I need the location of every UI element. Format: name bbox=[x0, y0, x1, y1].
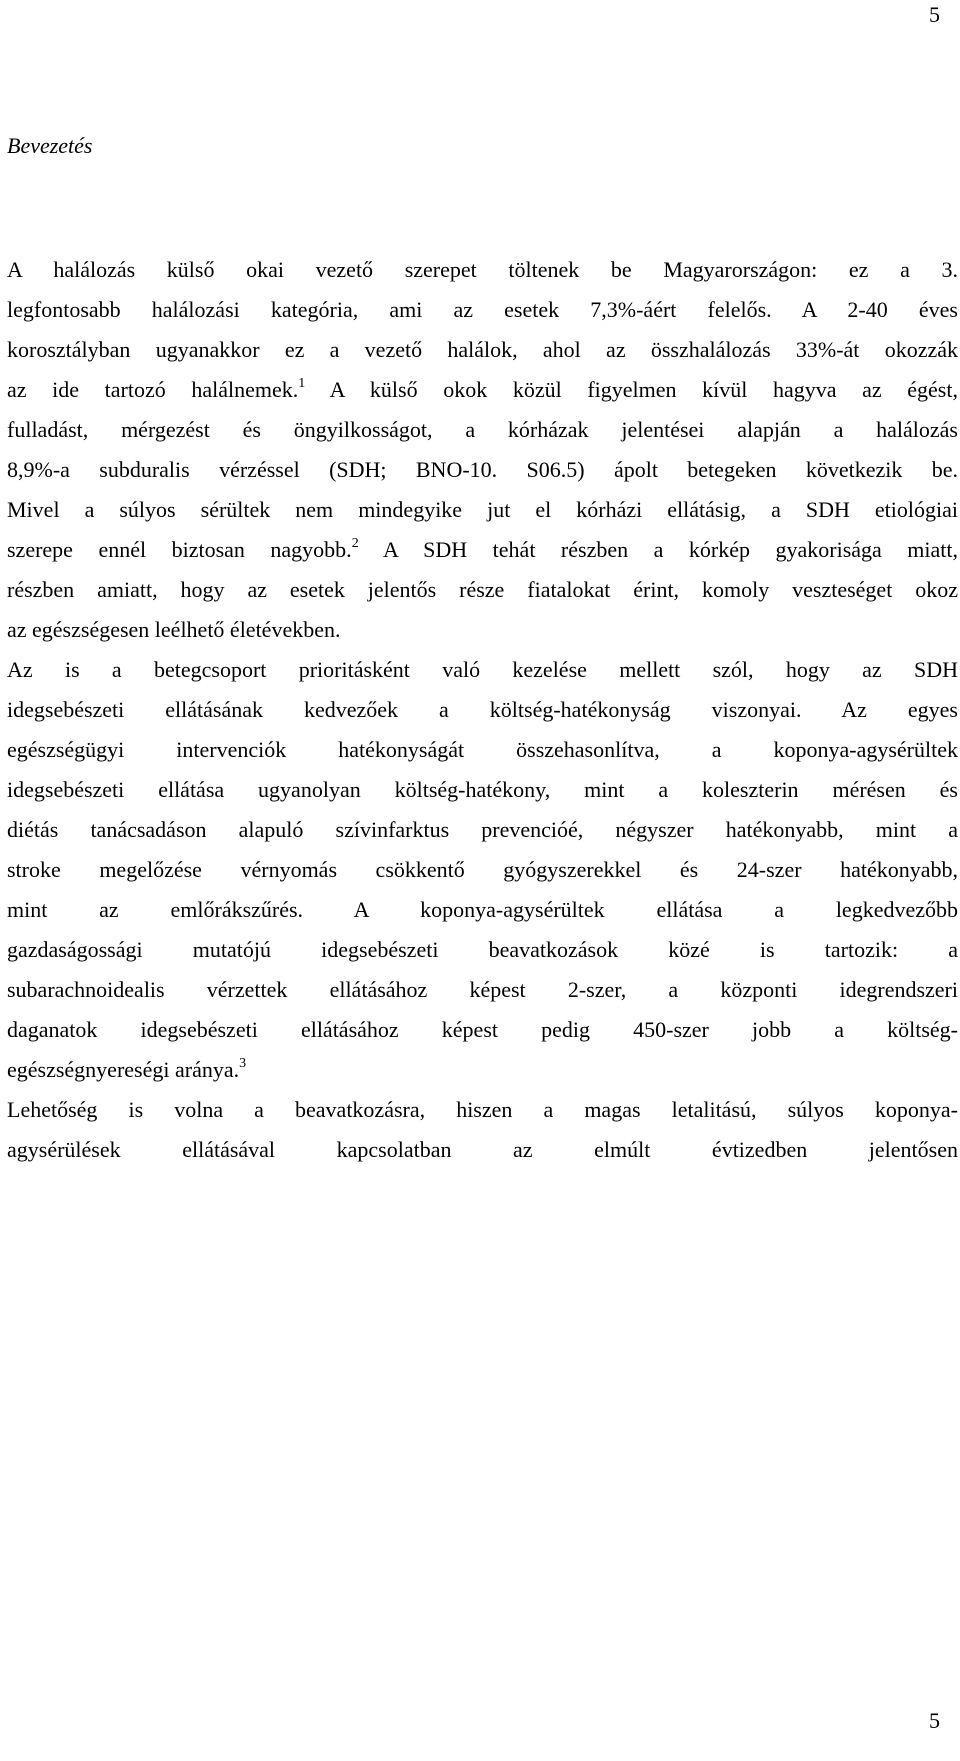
footnote-ref: 1 bbox=[298, 376, 306, 391]
text-line: fulladást, mérgezést és öngyilkosságot, a kórházak jelentései alapján a halálozás bbox=[7, 417, 958, 442]
text-line bbox=[7, 370, 958, 410]
text-line: Mivel a súlyos sérültek nem mindegyike jut el kórházi ellátásig, a SDH etiológiai bbox=[7, 497, 958, 522]
text-line-part: A SDH tehát részben a kórkép gyakorisága miatt, bbox=[382, 537, 958, 562]
section-heading: Bevezetés bbox=[7, 133, 93, 158]
text-line: agysérülések ellátásával kapcsolatban az elmúlt évtizedben jelentősen bbox=[7, 1137, 958, 1162]
text-line: az egészségesen leélhető életévekben. bbox=[7, 617, 341, 642]
text-line-part: egészségnyereségi aránya. bbox=[7, 1057, 240, 1082]
text-line: idegsebészeti ellátásának kedvezőek a költség-hatékonyság viszonyai. Az egyes bbox=[7, 697, 958, 722]
footnote-ref: 2 bbox=[351, 536, 359, 551]
text-line-part: szerepe ennél biztosan nagyobb. bbox=[7, 537, 352, 562]
text-line: stroke megelőzése vérnyomás csökkentő gyógyszerekkel és 24-szer hatékonyabb, bbox=[7, 857, 958, 882]
text-line: korosztályban ugyanakkor ez a vezető halálok, ahol az összhalálozás 33%-át okozzák bbox=[7, 337, 958, 362]
text-line: subarachnoidealis vérzettek ellátásához képest 2-szer, a központi idegrendszeri bbox=[7, 977, 958, 1002]
text-line: mint az emlőrákszűrés. A koponya-agysérültek ellátása a legkedvezőbb bbox=[7, 897, 958, 922]
text-line: Az is a betegcsoport prioritásként való kezelése mellett szól, hogy az SDH bbox=[7, 657, 958, 682]
text-line: Lehetőség is volna a beavatkozásra, hiszen a magas letalitású, súlyos koponya- bbox=[7, 1097, 958, 1122]
text-line: egészségügyi intervenciók hatékonyságát összehasonlítva, a koponya-agysérültek bbox=[7, 737, 958, 762]
text-line: 8,9%-a subduralis vérzéssel (SDH; BNO-10. S06.5) ápolt betegeken következik be. bbox=[7, 457, 958, 482]
body-text bbox=[7, 250, 958, 1170]
text-line: idegsebészeti ellátása ugyanolyan költség-hatékony, mint a koleszterin mérésen és bbox=[7, 777, 958, 802]
text-line: daganatok idegsebészeti ellátásához képest pedig 450-szer jobb a költség- bbox=[7, 1017, 958, 1042]
text-line bbox=[7, 530, 958, 570]
text-line: részben amiatt, hogy az esetek jelentős része fiatalokat érint, komoly veszteséget okoz bbox=[7, 577, 958, 602]
text-line: diétás tanácsadáson alapuló szívinfarktus prevencióé, négyszer hatékonyabb, mint a bbox=[7, 817, 958, 842]
text-line: gazdaságossági mutatójú idegsebészeti beavatkozások közé is tartozik: a bbox=[7, 937, 958, 962]
footnote-ref: 3 bbox=[239, 1056, 247, 1071]
text-line: legfontosabb halálozási kategória, ami az esetek 7,3%-áért felelős. A 2-40 éves bbox=[7, 297, 958, 322]
text-line-part: A külső okok közül figyelmen kívül hagyva az égést, bbox=[329, 377, 958, 402]
text-line: A halálozás külső okai vezető szerepet töltenek be Magyarországon: ez a 3. bbox=[7, 257, 958, 282]
page-number-bottom: 5 bbox=[929, 1708, 940, 1733]
page-number-top: 5 bbox=[929, 2, 940, 27]
text-line-part: az ide tartozó halálnemek. bbox=[7, 377, 299, 402]
text-line bbox=[7, 1050, 958, 1090]
